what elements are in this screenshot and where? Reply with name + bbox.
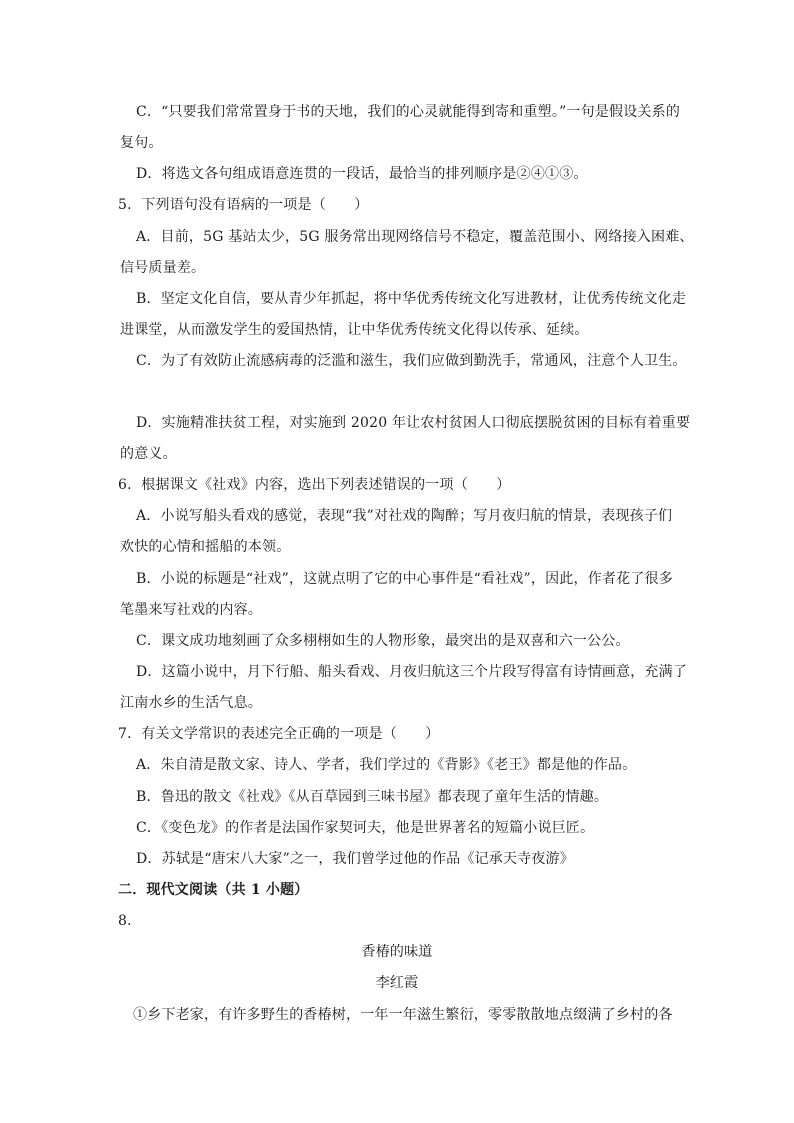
q5-option-a-line2: 信号质量差。 bbox=[120, 260, 206, 276]
q6-option-a-line2: 欢快的心情和摇船的本领。 bbox=[120, 539, 291, 555]
q6-option-d-line2: 江南水乡的生活气息。 bbox=[120, 695, 262, 711]
question-7: 7．有关文学常识的表述完全正确的一项是（ ） bbox=[118, 726, 440, 742]
q6-option-b-line2: 笔墨来写社戏的内容。 bbox=[120, 602, 262, 618]
q5-option-c: C．为了有效防止流感病毒的泛滥和滋生，我们应做到勤洗手，常通风，注意个人卫生。 bbox=[136, 353, 687, 369]
article-author: 李红霞 bbox=[375, 975, 419, 991]
q6-option-b-line1: B．小说的标题是“社戏”，这就点明了它的中心事件是“看社戏”，因此，作者花了很多 bbox=[136, 571, 673, 587]
question-6: 6．根据课文《社戏》内容，选出下列表述错误的一项（ ） bbox=[118, 477, 511, 493]
question-5: 5．下列语句没有语病的一项是（ ） bbox=[118, 197, 369, 213]
q5-option-a-line1: A．目前，5G 基站太少，5G 服务常出现网络信号不稳定，覆盖范围小、网络接入困难、 bbox=[136, 229, 694, 245]
q7-option-d: D．苏轼是“唐宋八大家”之一，我们曾学过他的作品《记承天寺夜游》 bbox=[136, 851, 574, 867]
q5-option-d-line1: D．实施精准扶贫工程，对实施到 2020 年让农村贫困人口彻底摆脱贫困的目标有着重要 bbox=[136, 415, 691, 431]
q4-option-d: D．将选文各句组成语意连贯的一段话，最恰当的排列顺序是②④①③。 bbox=[136, 166, 588, 182]
q6-option-a-line1: A．小说写船头看戏的感觉，表现“我”对社戏的陶醉；写月夜归航的情景，表现孩子们 bbox=[136, 508, 673, 524]
section-heading: 二．现代文阅读（共 1 小题） bbox=[118, 882, 309, 898]
q4-option-c-line1: C．“只要我们常常置身于书的天地，我们的心灵就能得到寄和重塑。”一句是假设关系的 bbox=[136, 104, 681, 120]
q6-option-d-line1: D．这篇小说中，月下行船、船头看戏、月夜归航这三个片段写得富有诗情画意，充满了 bbox=[136, 664, 688, 680]
q4-option-c-line2: 复句。 bbox=[120, 135, 163, 151]
article-title: 香椿的味道 bbox=[361, 944, 433, 960]
q5-option-d-line2: 的意义。 bbox=[120, 446, 177, 462]
q7-option-a: A．朱自清是散文家、诗人、学者，我们学过的《背影》《老王》都是他的作品。 bbox=[136, 757, 637, 773]
q7-option-b: B．鲁迅的散文《社戏》《从百草园到三味书屋》都表现了童年生活的情趣。 bbox=[136, 789, 609, 805]
q5-option-b-line2: 进课堂，从而激发学生的爱国热情，让中华优秀传统文化得以传承、延续。 bbox=[120, 322, 589, 338]
q5-option-b-line1: B．坚定文化自信，要从青少年抓起，将中华优秀传统文化写进教材，让优秀传统文化走 bbox=[136, 291, 687, 307]
q7-option-c: C．《变色龙》的作者是法国作家契诃夫，他是世界著名的短篇小说巨匠。 bbox=[136, 820, 595, 836]
q6-option-c: C．课文成功地刻画了众多栩栩如生的人物形象，最突出的是双喜和六一公公。 bbox=[136, 633, 630, 649]
question-8: 8． bbox=[118, 913, 142, 929]
article-paragraph-1: ①乡下老家，有许多野生的香椿树，一年一年滋生繁衍，零零散散地点缀满了乡村的各 bbox=[133, 1007, 673, 1023]
